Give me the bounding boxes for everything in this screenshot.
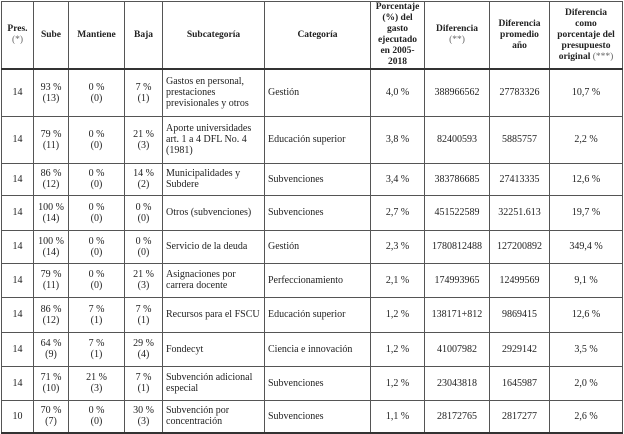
cell-sube-value: 71 % <box>40 372 62 383</box>
cell-subcategoria-value: Gastos en personal, prestaciones previsionales y otros <box>166 76 249 110</box>
cell-mantiene-value: (0) <box>90 92 103 104</box>
cell-porcentaje <box>371 116 425 163</box>
cell-pres-value: 14 <box>12 241 23 252</box>
cell-sube-value: (7) <box>45 416 57 428</box>
cell-diferencia-porcentaje-value: 9,1 % <box>574 274 598 286</box>
header-diferencia <box>425 2 490 70</box>
cell-sube <box>34 195 69 230</box>
cell-sube-value: 93 % <box>40 81 62 93</box>
cell-subcategoria <box>163 195 265 230</box>
cell-diferencia-promedio-value: 27413335 <box>499 173 540 185</box>
cell-diferencia <box>425 230 490 263</box>
cell-diferencia-promedio-value: 1645987 <box>502 377 537 389</box>
cell-diferencia <box>425 263 490 297</box>
cell-baja-value: (3) <box>137 280 150 291</box>
cell-porcentaje <box>371 400 425 433</box>
header-diferencia-promedio <box>490 2 550 70</box>
cell-diferencia-porcentaje-value: 2,0 % <box>574 377 598 389</box>
cell-categoria-value: Gestión <box>268 87 300 99</box>
cell-subcategoria-value: Municipalidades y Subdere <box>166 168 241 190</box>
cell-diferencia-porcentaje-value: 19,7 % <box>571 207 601 218</box>
header-label: Categoría <box>297 29 338 40</box>
cell-diferencia-promedio <box>490 297 550 332</box>
cell-mantiene-value: (1) <box>90 349 103 360</box>
cell-baja-value: (0) <box>137 246 150 258</box>
cell-sube <box>34 400 69 433</box>
cell-subcategoria-value: Subvención adicional especial <box>166 372 253 394</box>
cell-pres-value: 14 <box>12 134 23 145</box>
cell-porcentaje <box>371 163 425 195</box>
cell-porcentaje-value: 1,2 % <box>385 309 410 320</box>
cell-diferencia-promedio-value: 2929142 <box>502 343 537 355</box>
cell-baja <box>125 116 163 163</box>
cell-diferencia-value: 383786685 <box>434 173 480 185</box>
cell-sube-value: 86 % <box>40 168 62 179</box>
cell-categoria-value: Subvenciones <box>268 173 324 185</box>
cell-mantiene-value: 0 % <box>88 128 105 140</box>
cell-subcategoria-value: Fondecyt <box>166 343 204 355</box>
cell-pres-value: 10 <box>12 410 23 422</box>
header-sube <box>34 2 69 70</box>
table-row <box>2 195 623 230</box>
cell-baja-value: (3) <box>137 139 150 151</box>
table-row <box>2 230 623 263</box>
header-porcentaje <box>371 2 425 70</box>
cell-baja-value: 7 % <box>135 372 152 383</box>
header-mantiene <box>69 2 125 70</box>
cell-mantiene-value: (0) <box>90 416 103 428</box>
cell-mantiene-value: 0 % <box>88 201 105 213</box>
cell-diferencia-value: 174993965 <box>434 274 480 286</box>
cell-mantiene-value: (0) <box>90 139 103 151</box>
cell-diferencia-value: 451522589 <box>434 207 480 218</box>
cell-diferencia-porcentaje <box>550 297 623 332</box>
cell-baja <box>125 163 163 195</box>
cell-sube <box>34 69 69 116</box>
cell-sube-value: 86 % <box>40 303 62 315</box>
cell-diferencia-promedio-value: 32251.613 <box>498 207 541 218</box>
cell-mantiene-value: (1) <box>90 314 103 326</box>
cell-porcentaje-value: 1,2 % <box>385 343 410 355</box>
header-label: Porcentaje (%) del gasto ejecutado en 2005-2018 <box>375 2 420 67</box>
cell-mantiene-value: 0 % <box>88 269 105 280</box>
table-row <box>2 69 623 116</box>
table-row <box>2 400 623 433</box>
cell-diferencia-promedio <box>490 332 550 366</box>
table-row <box>2 163 623 195</box>
cell-baja-value: (1) <box>137 314 150 326</box>
cell-pres-value: 14 <box>12 207 23 218</box>
cell-porcentaje <box>371 297 425 332</box>
cell-categoria <box>265 263 371 297</box>
cell-categoria-value: Ciencia e innovación <box>268 343 353 355</box>
cell-subcategoria-value: Aporte universidades art. 1 a 4 DFL No. 4 (1981) <box>166 123 252 156</box>
cell-diferencia <box>425 332 490 366</box>
cell-sube-value: 100 % <box>38 235 64 247</box>
cell-mantiene-value: 0 % <box>88 168 105 179</box>
cell-sube <box>34 263 69 297</box>
cell-categoria-value: Subvenciones <box>268 377 324 389</box>
cell-diferencia <box>425 297 490 332</box>
cell-pres <box>2 263 34 297</box>
cell-diferencia-promedio <box>490 163 550 195</box>
cell-mantiene-value: 21 % <box>86 372 107 383</box>
cell-porcentaje <box>371 69 425 116</box>
cell-subcategoria <box>163 366 265 400</box>
cell-categoria-value: Gestión <box>268 241 300 252</box>
cell-baja-value: 30 % <box>133 405 154 417</box>
header-categoria <box>265 2 371 70</box>
cell-sube-value: (9) <box>45 349 57 360</box>
cell-sube-value: (11) <box>42 280 60 291</box>
cell-baja <box>125 69 163 116</box>
cell-sube-value: (13) <box>42 92 60 104</box>
cell-sube-value: 79 % <box>40 269 62 280</box>
cell-diferencia <box>425 366 490 400</box>
cell-diferencia <box>425 163 490 195</box>
cell-pres-value: 14 <box>12 274 23 286</box>
cell-pres-value: 14 <box>12 173 23 185</box>
cell-diferencia-promedio-value: 127200892 <box>497 241 542 252</box>
cell-sube <box>34 332 69 366</box>
cell-mantiene <box>69 332 125 366</box>
cell-categoria-value: Perfeccionamiento <box>268 274 343 286</box>
cell-mantiene-value: (0) <box>90 280 103 291</box>
cell-porcentaje <box>371 332 425 366</box>
cell-baja-value: (1) <box>137 383 150 394</box>
cell-sube-value: 70 % <box>40 405 62 417</box>
cell-diferencia-promedio-value: 5885757 <box>502 134 537 145</box>
cell-mantiene-value: (0) <box>90 246 103 258</box>
header-label: Mantiene <box>77 29 116 40</box>
header-diferencia-porcentaje <box>550 2 623 70</box>
header-row <box>2 2 623 70</box>
cell-mantiene <box>69 263 125 297</box>
cell-diferencia-promedio <box>490 116 550 163</box>
cell-diferencia-porcentaje-value: 12,6 % <box>571 173 601 185</box>
cell-pres <box>2 195 34 230</box>
cell-baja-value: 7 % <box>135 303 152 315</box>
cell-categoria <box>265 116 371 163</box>
cell-diferencia <box>425 69 490 116</box>
cell-mantiene-value: 0 % <box>88 235 105 247</box>
cell-baja <box>125 400 163 433</box>
cell-subcategoria-value: Asignaciones por carrera docente <box>166 269 236 291</box>
cell-pres <box>2 69 34 116</box>
cell-mantiene <box>69 230 125 263</box>
cell-porcentaje <box>371 263 425 297</box>
cell-sube-value: (12) <box>42 179 60 190</box>
cell-baja-value: (3) <box>137 416 150 428</box>
cell-diferencia-promedio-value: 9869415 <box>502 309 537 320</box>
header-label: Baja <box>134 29 153 40</box>
cell-sube <box>34 230 69 263</box>
cell-porcentaje-value: 3,4 % <box>385 173 410 185</box>
header-note: (***) <box>592 51 614 62</box>
cell-baja-value: (2) <box>137 179 150 190</box>
cell-mantiene <box>69 195 125 230</box>
header-note: (**) <box>449 35 465 45</box>
cell-categoria <box>265 69 371 116</box>
cell-mantiene-value: (0) <box>90 212 103 224</box>
header-label: Sube <box>40 29 62 40</box>
cell-baja-value: 0 % <box>135 235 152 247</box>
cell-diferencia-promedio <box>490 69 550 116</box>
cell-porcentaje-value: 2,7 % <box>385 207 410 218</box>
cell-baja-value: (1) <box>137 92 150 104</box>
cell-sube <box>34 163 69 195</box>
cell-baja <box>125 366 163 400</box>
cell-diferencia-value: 23043818 <box>437 377 477 389</box>
cell-diferencia-promedio-value: 2817277 <box>502 410 537 422</box>
cell-baja-value: 29 % <box>133 338 154 349</box>
cell-diferencia-promedio-value: 12499569 <box>499 274 540 286</box>
cell-diferencia-value: 82400593 <box>437 134 477 145</box>
cell-baja <box>125 195 163 230</box>
cell-subcategoria <box>163 400 265 433</box>
cell-baja-value: 0 % <box>135 201 152 213</box>
table-body <box>2 69 623 433</box>
cell-mantiene <box>69 297 125 332</box>
cell-subcategoria-value: Otros (subvenciones) <box>166 207 252 218</box>
cell-subcategoria <box>163 263 265 297</box>
cell-mantiene <box>69 116 125 163</box>
header-label: Pres. <box>7 24 28 34</box>
cell-baja <box>125 263 163 297</box>
cell-diferencia-porcentaje <box>550 366 623 400</box>
cell-subcategoria-value: Recursos para el FSCU <box>166 309 260 320</box>
cell-pres-value: 14 <box>12 343 23 355</box>
cell-categoria <box>265 163 371 195</box>
cell-porcentaje-value: 3,8 % <box>385 134 410 145</box>
table-row <box>2 366 623 400</box>
cell-porcentaje-value: 2,1 % <box>385 274 410 286</box>
cell-porcentaje-value: 1,2 % <box>385 377 410 389</box>
cell-diferencia-promedio <box>490 195 550 230</box>
cell-pres-value: 14 <box>12 377 23 389</box>
cell-porcentaje <box>371 230 425 263</box>
cell-baja-value: 21 % <box>133 269 154 280</box>
cell-categoria <box>265 366 371 400</box>
cell-sube-value: (10) <box>42 383 60 394</box>
cell-sube-value: (14) <box>42 246 60 258</box>
header-label: Subcategoría <box>186 29 241 40</box>
cell-diferencia-porcentaje-value: 12,6 % <box>571 309 601 320</box>
cell-mantiene <box>69 400 125 433</box>
cell-diferencia-promedio <box>490 400 550 433</box>
cell-diferencia-porcentaje-value: 349,4 % <box>569 241 603 252</box>
cell-pres <box>2 116 34 163</box>
cell-diferencia-porcentaje <box>550 400 623 433</box>
cell-diferencia-porcentaje <box>550 332 623 366</box>
table-row <box>2 297 623 332</box>
cell-diferencia-porcentaje <box>550 69 623 116</box>
header-baja <box>125 2 163 70</box>
cell-sube <box>34 297 69 332</box>
cell-diferencia-value: 28172765 <box>437 410 477 422</box>
cell-mantiene <box>69 366 125 400</box>
cell-categoria <box>265 230 371 263</box>
cell-diferencia-porcentaje <box>550 230 623 263</box>
cell-categoria-value: Subvenciones <box>268 410 324 422</box>
cell-diferencia <box>425 400 490 433</box>
cell-diferencia-porcentaje <box>550 163 623 195</box>
cell-diferencia-value: 388966562 <box>434 87 480 99</box>
header-subcategoria <box>163 2 265 70</box>
header-pres <box>2 2 34 70</box>
cell-mantiene-value: (3) <box>90 383 103 394</box>
cell-diferencia-value: 138171+812 <box>431 309 483 320</box>
cell-diferencia-porcentaje <box>550 195 623 230</box>
cell-diferencia-porcentaje <box>550 263 623 297</box>
cell-subcategoria <box>163 332 265 366</box>
cell-categoria <box>265 332 371 366</box>
cell-mantiene-value: 0 % <box>88 81 105 93</box>
cell-sube-value: 79 % <box>40 128 62 140</box>
cell-pres <box>2 400 34 433</box>
cell-diferencia-value: 41007982 <box>437 343 477 355</box>
cell-sube-value: (14) <box>42 212 60 224</box>
cell-baja <box>125 332 163 366</box>
cell-sube-value: (11) <box>42 139 60 151</box>
cell-pres-value: 14 <box>12 87 23 99</box>
cell-diferencia-porcentaje-value: 10,7 % <box>571 87 601 99</box>
cell-pres <box>2 230 34 263</box>
header-label: Diferencia promedio año <box>498 18 541 51</box>
cell-baja <box>125 297 163 332</box>
cell-diferencia-porcentaje <box>550 116 623 163</box>
cell-categoria <box>265 297 371 332</box>
cell-pres <box>2 332 34 366</box>
cell-mantiene-value: 0 % <box>88 405 105 417</box>
cell-mantiene-value: 7 % <box>88 338 105 349</box>
cell-pres <box>2 163 34 195</box>
cell-sube-value: 100 % <box>38 201 64 213</box>
cell-mantiene-value: (0) <box>90 179 103 190</box>
budget-table <box>1 1 623 434</box>
cell-diferencia-porcentaje-value: 2,2 % <box>574 134 598 145</box>
cell-diferencia-promedio <box>490 263 550 297</box>
header-label: Diferencia <box>435 24 479 34</box>
header-note: (*) <box>11 35 24 45</box>
cell-categoria <box>265 400 371 433</box>
header-label: Diferencia como porcentaje del presupuesto original <box>557 7 615 62</box>
cell-porcentaje-value: 2,3 % <box>385 241 410 252</box>
cell-subcategoria <box>163 297 265 332</box>
cell-diferencia-promedio <box>490 230 550 263</box>
cell-diferencia-porcentaje-value: 3,5 % <box>574 343 598 355</box>
cell-mantiene <box>69 69 125 116</box>
cell-subcategoria <box>163 69 265 116</box>
table-row <box>2 263 623 297</box>
cell-diferencia-promedio-value: 27783326 <box>499 87 540 99</box>
cell-baja-value: (0) <box>137 212 150 224</box>
cell-subcategoria-value: Servicio de la deuda <box>166 241 248 252</box>
cell-baja-value: 14 % <box>133 168 154 179</box>
cell-baja-value: 21 % <box>133 128 154 140</box>
cell-diferencia-promedio <box>490 366 550 400</box>
cell-baja-value: 7 % <box>135 81 152 93</box>
cell-pres <box>2 366 34 400</box>
cell-diferencia-porcentaje-value: 2,6 % <box>574 410 598 422</box>
table-row <box>2 116 623 163</box>
cell-sube-value: (12) <box>42 314 60 326</box>
cell-sube <box>34 116 69 163</box>
cell-pres <box>2 297 34 332</box>
cell-diferencia-value: 1780812488 <box>432 241 482 252</box>
cell-categoria-value: Educación superior <box>268 309 346 320</box>
cell-porcentaje <box>371 366 425 400</box>
cell-porcentaje <box>371 195 425 230</box>
cell-mantiene <box>69 163 125 195</box>
cell-subcategoria <box>163 116 265 163</box>
cell-pres-value: 14 <box>12 309 23 320</box>
cell-subcategoria <box>163 230 265 263</box>
cell-porcentaje-value: 1,1 % <box>385 410 410 422</box>
cell-diferencia <box>425 195 490 230</box>
cell-porcentaje-value: 4,0 % <box>385 87 410 99</box>
cell-subcategoria <box>163 163 265 195</box>
cell-diferencia <box>425 116 490 163</box>
cell-categoria-value: Educación superior <box>268 134 346 145</box>
cell-sube-value: 64 % <box>40 338 62 349</box>
table-row <box>2 332 623 366</box>
cell-sube <box>34 366 69 400</box>
cell-subcategoria-value: Subvención por concentración <box>166 405 230 428</box>
cell-baja <box>125 230 163 263</box>
cell-categoria-value: Subvenciones <box>268 207 324 218</box>
cell-baja-value: (4) <box>137 349 150 360</box>
cell-mantiene-value: 7 % <box>88 303 105 315</box>
cell-categoria <box>265 195 371 230</box>
